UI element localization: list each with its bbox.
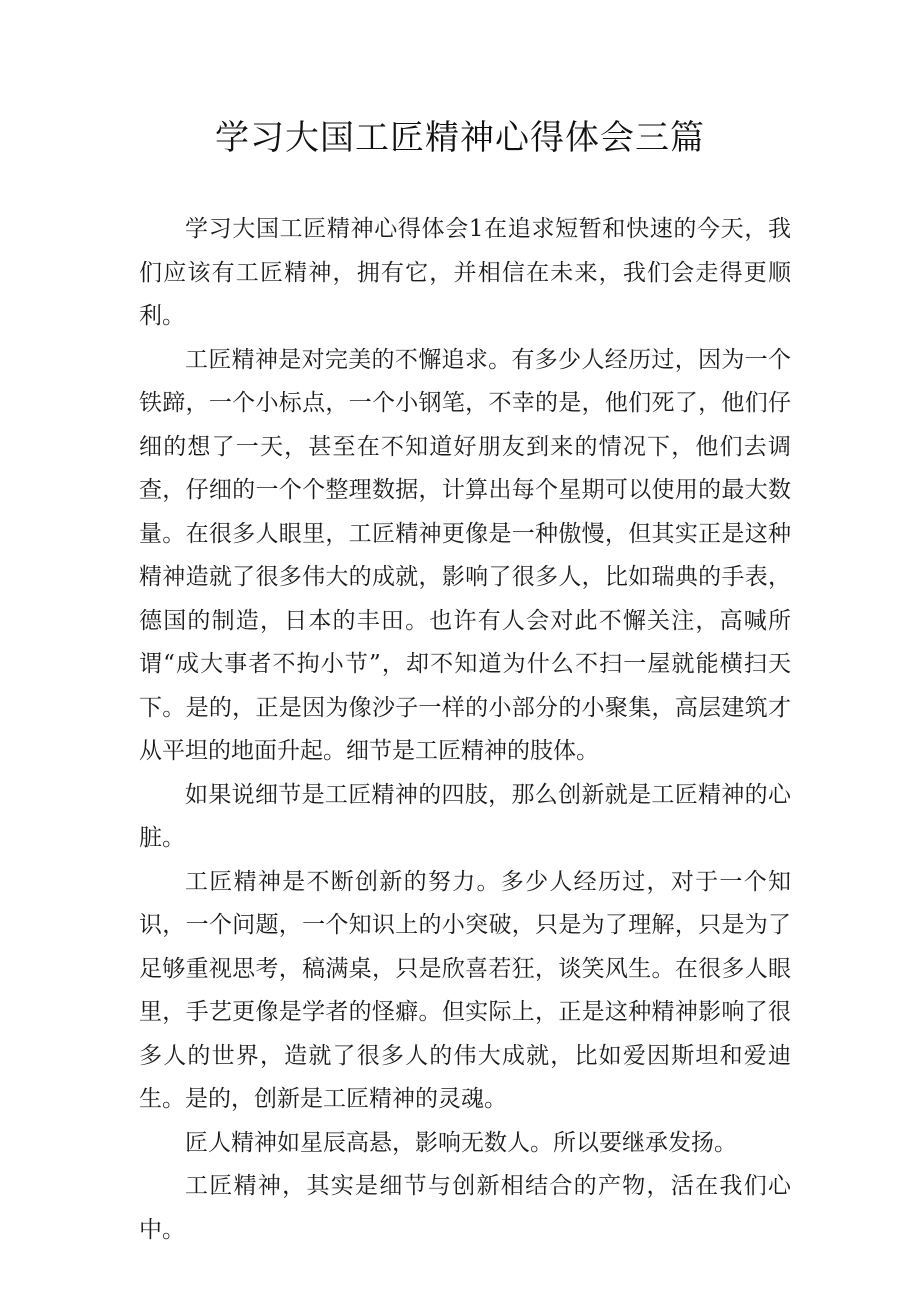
paragraph-1: 学习大国工匠精神心得体会1在追求短暂和快速的今天，我们应该有工匠精神，拥有它，并相信在未来，我们会走得更顺利。 (139, 216, 791, 329)
paragraph-2: 工匠精神是对完美的不懈追求。有多少人经历过，因为一个铁蹄，一个小标点，一个小钢笔，不幸的是，他们死了，他们仔细的想了一天，甚至在不知道好朋友到来的情况下，他们去调查，仔细的一个个整理数据，计算出每个星期可以使用的最大数量。在很多人眼里，工匠精神更像是一种傲慢，但其实正是这种精神造就了很多伟大的成就，影响了很多人，比如瑞典的手表，德国的制造，日本的丰田。也许有人会对此不懈关注，高喊所谓“成大事者不拘小节”，却不知道为什么不扫一屋就能横扫天下。是的，正是因为像沙子一样的小部分的小聚集，高层建筑才从平坦的地面升起。细节是工匠精神的肢体。 (139, 346, 791, 764)
paragraph-3: 如果说细节是工匠精神的四肢，那么创新就是工匠精神的心脏。 (139, 781, 791, 851)
paragraph-5: 匠人精神如星辰高悬，影响无数人。所以要继承发扬。 (185, 1129, 737, 1156)
document-body (139, 208, 791, 1252)
paragraph-6: 工匠精神，其实是细节与创新相结合的产物，活在我们心中。 (139, 1173, 791, 1243)
document-title: 学习大国工匠精神心得体会三篇 (215, 118, 705, 158)
paragraph-4: 工匠精神是不断创新的努力。多少人经历过，对于一个知识，一个问题，一个知识上的小突破，只是为了理解，只是为了足够重视思考，稿满桌，只是欣喜若狂，谈笑风生。在很多人眼里，手艺更像是学者的怪癖。但实际上，正是这种精神影响了很多人的世界，造就了很多人的伟大成就，比如爱因斯坦和爱迪生。是的，创新是工匠精神的灵魂。 (139, 868, 791, 1112)
